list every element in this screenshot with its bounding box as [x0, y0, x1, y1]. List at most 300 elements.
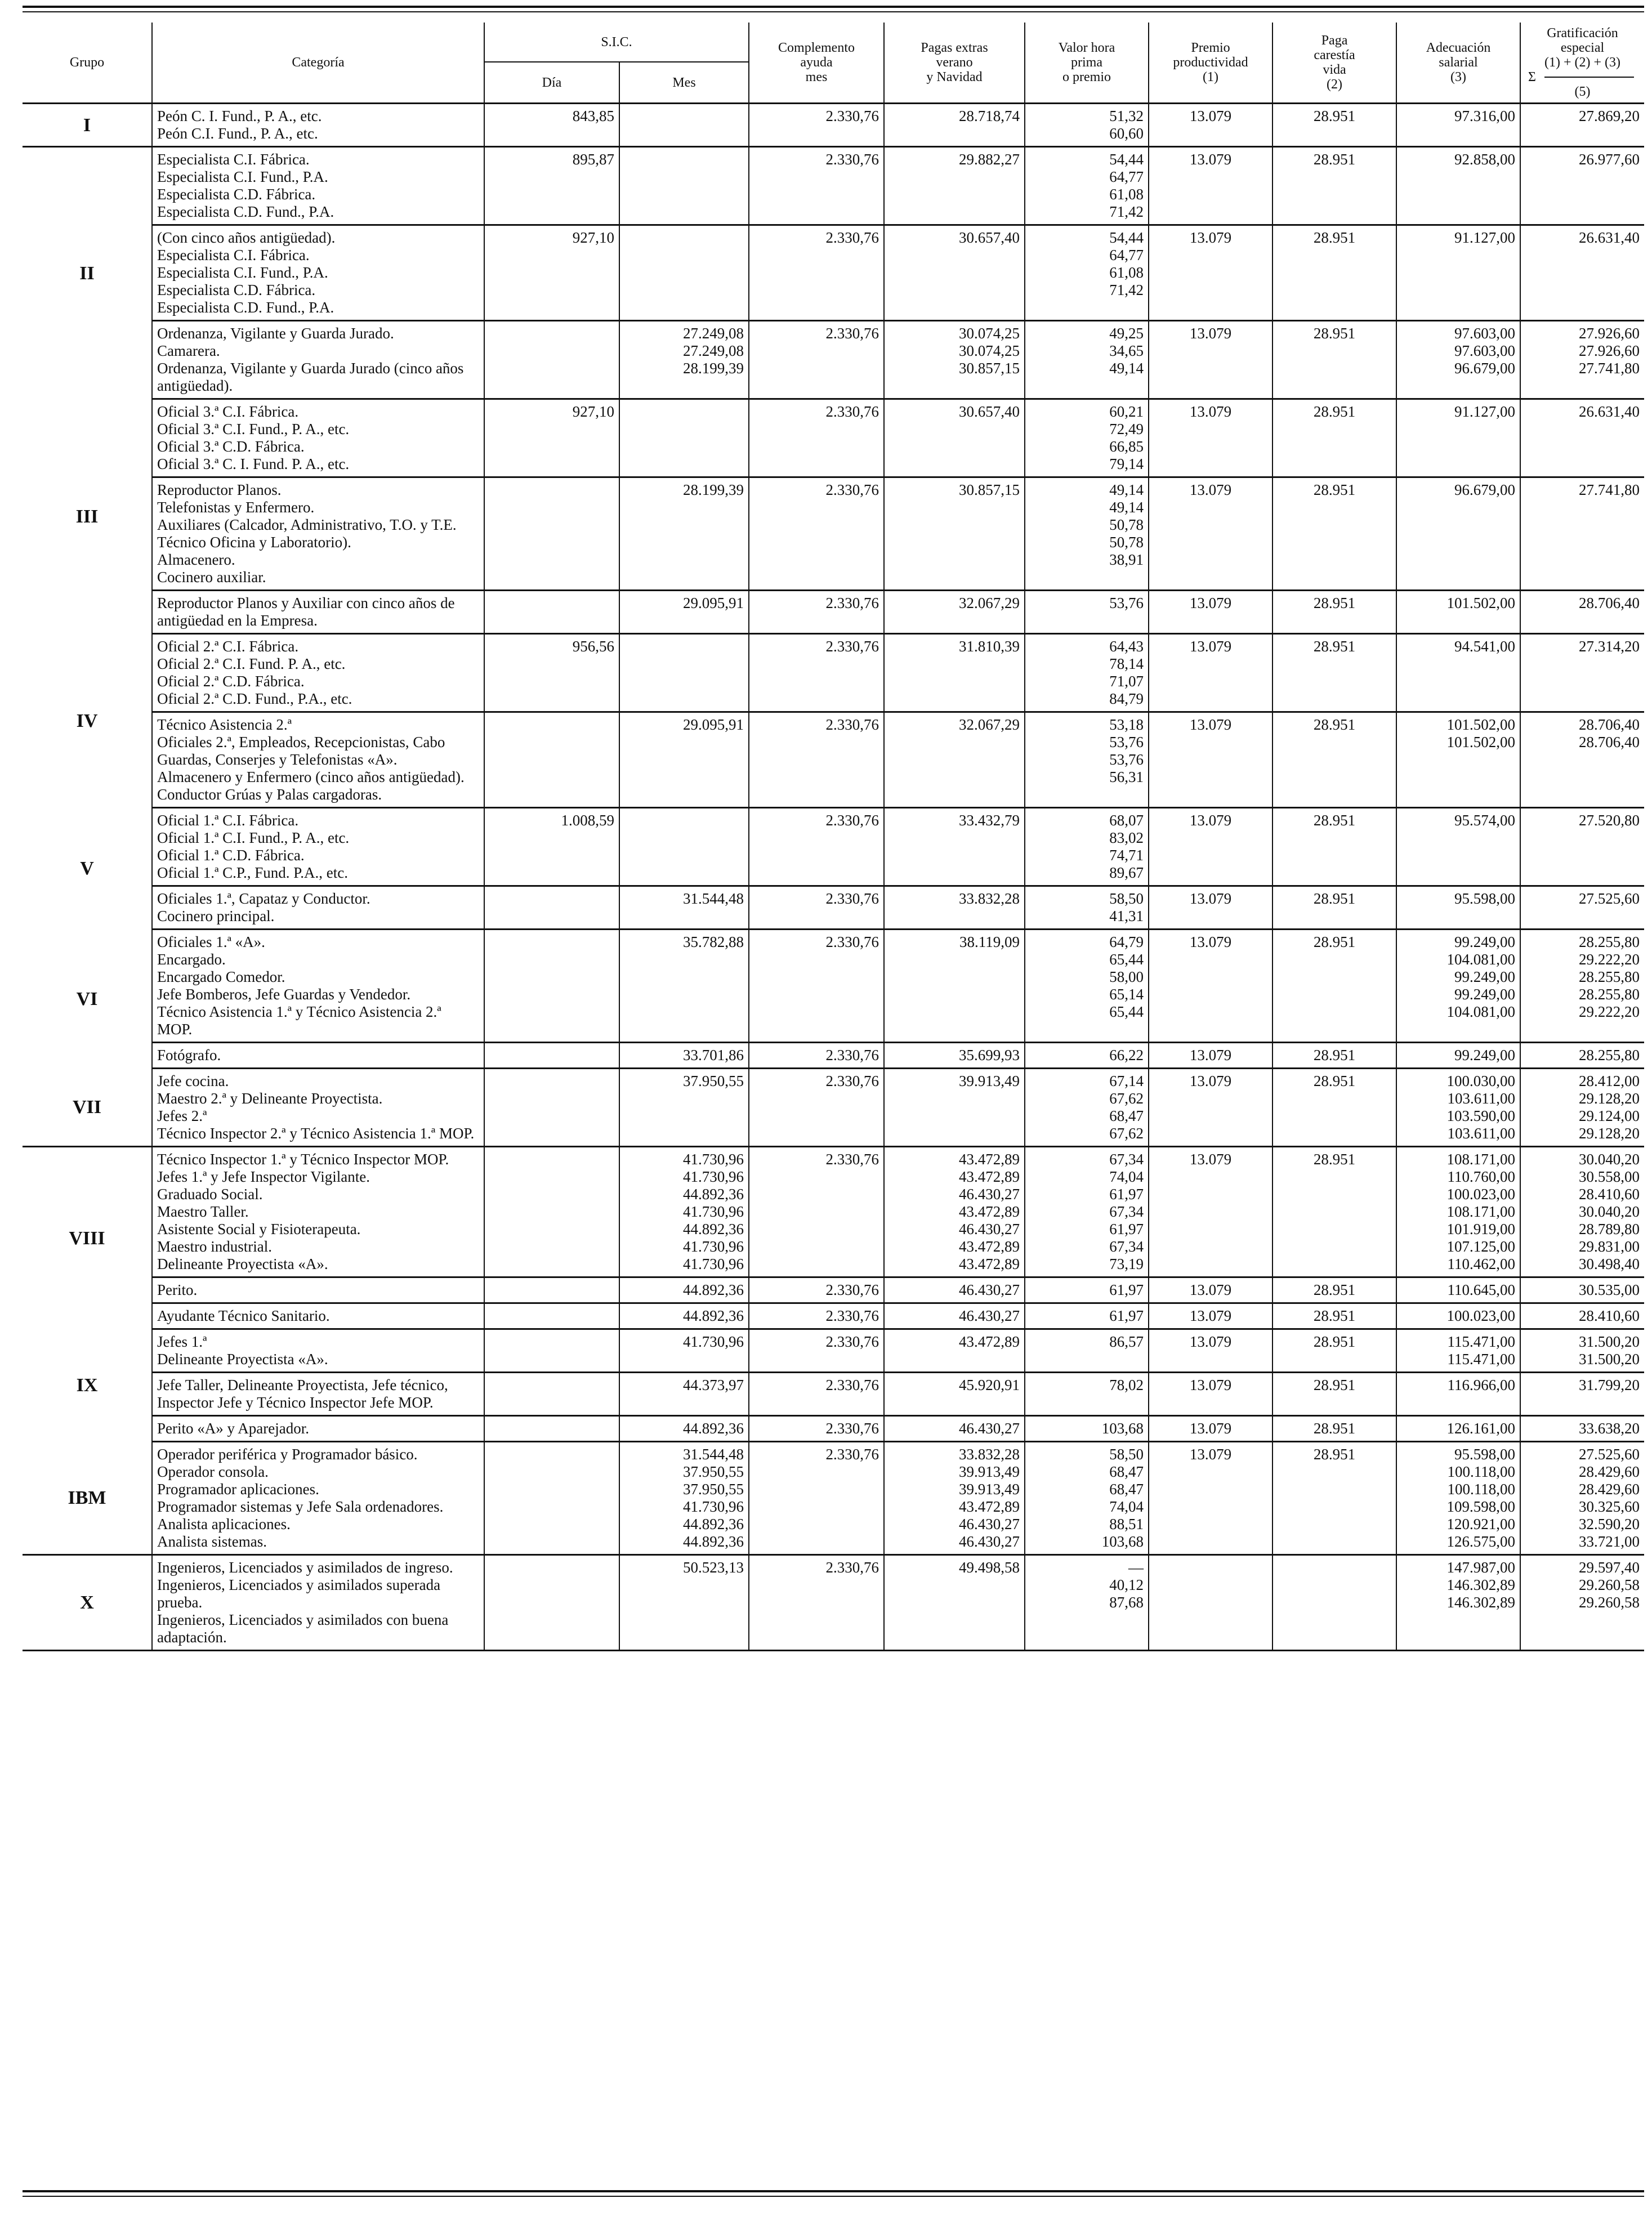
mes-line: 41.730,96 [683, 1333, 744, 1350]
header-categoria: Categoría [152, 23, 484, 104]
pagas-cell [884, 808, 1025, 886]
gratificacion-line: 33.721,00 [1579, 1533, 1640, 1550]
adecuacion-line: 97.603,00 [1454, 342, 1516, 359]
category-cell [152, 1555, 484, 1651]
category-line: Oficiales 2.ª, Empleados, Recepcionistas, Cabo Guardas, Conserjes y Telefonistas «A». [157, 734, 445, 768]
header-valor [1025, 23, 1149, 104]
mes-line: 35.782,88 [683, 933, 744, 950]
dia-cell: 895,87 [484, 147, 619, 225]
category-cell [152, 591, 484, 634]
table-row [23, 634, 1644, 712]
pagas-cell [884, 886, 1025, 930]
paga-cell: 28.951 [1273, 808, 1396, 886]
pagas-line: 43.472,89 [959, 1333, 1020, 1350]
complemento-cell: 2.330,76 [749, 1416, 884, 1442]
gratificacion-line: 29.128,20 [1579, 1125, 1640, 1142]
valor-line: 68,47 [1109, 1107, 1144, 1124]
dia-cell: 927,10 [484, 399, 619, 477]
category-cell [152, 1373, 484, 1416]
valor-cell [1025, 477, 1149, 591]
category-line: Ingenieros, Licenciados y asimilados de ingreso. [157, 1559, 453, 1576]
category-line: Reproductor Planos y Auxiliar con cinco años de antigüedad en la Empresa. [157, 595, 455, 629]
pagas-line: 43.472,89 [959, 1168, 1020, 1185]
table-row [23, 399, 1644, 477]
paga-cell: 28.951 [1273, 1277, 1396, 1303]
valor-cell [1025, 1043, 1149, 1069]
gratificacion-line: 27.525,60 [1579, 1446, 1640, 1463]
gratificacion-cell [1520, 1416, 1644, 1442]
valor-cell [1025, 1416, 1149, 1442]
adecuacion-line: 96.679,00 [1454, 360, 1516, 377]
adecuacion-line: 108.171,00 [1446, 1151, 1516, 1168]
gratificacion-line: 29.222,20 [1579, 1003, 1640, 1020]
category-line: Cocinero auxiliar. [157, 569, 266, 586]
valor-line: 49,25 [1109, 325, 1144, 342]
header-sic: S.I.C. [484, 23, 749, 62]
mes-cell [619, 104, 749, 147]
valor-line: 53,76 [1109, 734, 1144, 750]
category-line: Oficial 1.ª C.D. Fábrica. [157, 847, 305, 864]
adecuacion-cell [1396, 886, 1520, 930]
paga-cell: 28.951 [1273, 225, 1396, 321]
valor-line: 53,18 [1109, 716, 1144, 733]
header-dia: Día [484, 62, 619, 103]
valor-line: 73,19 [1109, 1256, 1144, 1272]
pagas-line: 46.430,27 [959, 1186, 1020, 1203]
mes-line: 28.199,39 [683, 360, 744, 377]
mes-line: 44.892,36 [683, 1533, 744, 1550]
category-line: Oficial 1.ª C.I. Fábrica. [157, 812, 299, 829]
pagas-cell [884, 1069, 1025, 1147]
adecuacion-cell [1396, 399, 1520, 477]
table-row [23, 321, 1644, 399]
paga-cell: 28.951 [1273, 1147, 1396, 1277]
adecuacion-line: 99.249,00 [1454, 1047, 1516, 1064]
mes-cell [619, 1147, 749, 1277]
adecuacion-line: 104.081,00 [1446, 951, 1516, 968]
mes-cell [619, 634, 749, 712]
valor-cell [1025, 399, 1149, 477]
adecuacion-line: 97.316,00 [1454, 108, 1516, 124]
adecuacion-line: 115.471,00 [1447, 1351, 1516, 1368]
premio-cell: 13.079 [1149, 591, 1273, 634]
adecuacion-line: 101.502,00 [1446, 595, 1516, 611]
valor-cell [1025, 321, 1149, 399]
header-line: Gratificación [1547, 26, 1618, 41]
valor-line: 87,68 [1109, 1594, 1144, 1611]
mes-line: 29.095,91 [683, 595, 744, 611]
adecuacion-cell [1396, 591, 1520, 634]
table-row [23, 1442, 1644, 1555]
adecuacion-line: 100.023,00 [1446, 1307, 1516, 1324]
pagas-line: 43.472,89 [959, 1238, 1020, 1255]
valor-cell [1025, 1303, 1149, 1329]
valor-line: 56,31 [1109, 769, 1144, 785]
table-row [23, 1277, 1644, 1303]
gratificacion-cell [1520, 1555, 1644, 1651]
category-cell [152, 1303, 484, 1329]
adecuacion-line: 91.127,00 [1454, 403, 1516, 420]
header-premio [1149, 23, 1273, 104]
mes-line: 44.373,97 [683, 1377, 744, 1393]
pagas-cell [884, 1303, 1025, 1329]
premio-cell: 13.079 [1149, 399, 1273, 477]
category-line: Jefe Bomberos, Jefe Guardas y Vendedor. [157, 986, 411, 1003]
mes-cell [619, 399, 749, 477]
adecuacion-line: 115.471,00 [1447, 1333, 1516, 1350]
premio-cell: 13.079 [1149, 1277, 1273, 1303]
gratificacion-line: 28.255,80 [1579, 933, 1640, 950]
gratificacion-cell [1520, 712, 1644, 808]
bottom-rule [23, 2190, 1644, 2192]
adecuacion-line: 146.302,89 [1446, 1594, 1516, 1611]
adecuacion-line: 95.598,00 [1454, 1446, 1516, 1463]
header-line: salarial [1439, 55, 1478, 70]
complemento-cell: 2.330,76 [749, 225, 884, 321]
header-line: verano [936, 55, 973, 70]
header-line: Adecuación [1426, 41, 1491, 55]
valor-line: 54,44 [1109, 229, 1144, 246]
valor-line: 61,97 [1109, 1307, 1144, 1324]
pagas-cell [884, 634, 1025, 712]
valor-line: 88,51 [1109, 1516, 1144, 1533]
adecuacion-line: 100.118,00 [1447, 1463, 1516, 1480]
category-line: Oficial 3.ª C.D. Fábrica. [157, 438, 305, 455]
adecuacion-line: 146.302,89 [1446, 1576, 1516, 1593]
paga-cell: 28.951 [1273, 1043, 1396, 1069]
complemento-cell: 2.330,76 [749, 930, 884, 1043]
adecuacion-line: 99.249,00 [1454, 986, 1516, 1003]
gratificacion-line: 30.040,20 [1579, 1151, 1640, 1168]
pagas-line: 46.430,27 [959, 1307, 1020, 1324]
gratificacion-line: 26.631,40 [1579, 229, 1640, 246]
category-line: Oficiales 1.ª, Capataz y Conductor. [157, 890, 370, 907]
valor-line: 65,44 [1109, 1003, 1144, 1020]
pagas-cell [884, 1442, 1025, 1555]
valor-line: 67,14 [1109, 1073, 1144, 1089]
category-line: Peón C.I. Fund., P. A., etc. [157, 125, 318, 142]
pagas-line: 30.657,40 [959, 403, 1020, 420]
mes-line: 44.892,36 [683, 1420, 744, 1437]
table-row [23, 1329, 1644, 1373]
valor-line: 64,77 [1109, 247, 1144, 263]
valor-line: 66,22 [1109, 1047, 1144, 1064]
pagas-cell [884, 1329, 1025, 1373]
table-row [23, 808, 1644, 886]
dia-cell [484, 591, 619, 634]
complemento-cell: 2.330,76 [749, 808, 884, 886]
category-line: Delineante Proyectista «A». [157, 1256, 328, 1272]
category-line: Ordenanza, Vigilante y Guarda Jurado. [157, 325, 394, 342]
group-label: II [79, 262, 95, 284]
pagas-cell [884, 1043, 1025, 1069]
gratificacion-line: 27.926,60 [1579, 325, 1640, 342]
header-gratif [1520, 23, 1644, 104]
adecuacion-line: 95.598,00 [1454, 890, 1516, 907]
adecuacion-line: 110.760,00 [1447, 1168, 1516, 1185]
gratificacion-cell [1520, 886, 1644, 930]
header-complemento [749, 23, 884, 104]
adecuacion-cell [1396, 477, 1520, 591]
pagas-cell [884, 1555, 1025, 1651]
pagas-line: 43.472,89 [959, 1203, 1020, 1220]
group-label: VIII [69, 1227, 105, 1249]
pagas-line: 45.920,91 [959, 1377, 1020, 1393]
category-line: Técnico Asistencia 2.ª [157, 716, 292, 733]
table-row [23, 1069, 1644, 1147]
premio-cell: 13.079 [1149, 321, 1273, 399]
mes-cell [619, 147, 749, 225]
category-line: Programador aplicaciones. [157, 1481, 319, 1498]
header-line: Valor hora [1058, 41, 1115, 55]
complemento-cell: 2.330,76 [749, 591, 884, 634]
valor-line: 38,91 [1109, 551, 1144, 568]
valor-line: 53,76 [1109, 751, 1144, 768]
category-line: Oficial 3.ª C.I. Fábrica. [157, 403, 299, 420]
paga-cell: 28.951 [1273, 886, 1396, 930]
dia-cell [484, 1277, 619, 1303]
premio-cell: 13.079 [1149, 225, 1273, 321]
adecuacion-line: 97.603,00 [1454, 325, 1516, 342]
group-label: IX [76, 1375, 98, 1396]
header-line: especial [1560, 41, 1605, 55]
mes-line: 27.249,08 [683, 325, 744, 342]
table-row [23, 1555, 1644, 1651]
valor-line: 51,32 [1109, 108, 1144, 124]
mes-cell [619, 591, 749, 634]
valor-line: 61,97 [1109, 1221, 1144, 1237]
category-line: Ingenieros, Licenciados y asimilados con buena adaptación. [157, 1611, 449, 1646]
valor-line: 49,14 [1109, 360, 1144, 377]
adecuacion-line: 108.171,00 [1446, 1203, 1516, 1220]
complemento-cell: 2.330,76 [749, 634, 884, 712]
adecuacion-line: 100.023,00 [1446, 1186, 1516, 1203]
dia-cell [484, 1043, 619, 1069]
category-cell [152, 886, 484, 930]
gratificacion-line: 30.325,60 [1579, 1498, 1640, 1515]
header-mes: Mes [619, 62, 749, 103]
table-row [23, 1416, 1644, 1442]
complemento-cell: 2.330,76 [749, 1329, 884, 1373]
header-row-1 [23, 23, 1644, 62]
pagas-line: 43.472,89 [959, 1256, 1020, 1272]
mes-line: 33.701,86 [683, 1047, 744, 1064]
gratificacion-line: 31.500,20 [1579, 1351, 1640, 1368]
adecuacion-line: 104.081,00 [1446, 1003, 1516, 1020]
paga-cell: 28.951 [1273, 1303, 1396, 1329]
complemento-cell: 2.330,76 [749, 1043, 884, 1069]
group-label: VII [23, 1069, 152, 1147]
paga-cell: 28.951 [1273, 930, 1396, 1043]
header-adecuacion [1396, 23, 1520, 104]
mes-line: 31.544,48 [683, 890, 744, 907]
category-line: Oficial 2.ª C.I. Fábrica. [157, 638, 299, 655]
category-line: Especialista C.I. Fund., P.A. [157, 264, 328, 281]
gratificacion-line: 27.314,20 [1579, 638, 1640, 655]
document-page [23, 6, 1644, 2201]
category-line: (Con cinco años antigüedad). [157, 229, 336, 246]
dia-cell [484, 886, 619, 930]
category-line: Técnico Inspector 2.ª y Técnico Asistencia 1.ª MOP. [157, 1125, 475, 1142]
adecuacion-cell [1396, 712, 1520, 808]
gratificacion-cell [1520, 634, 1644, 712]
category-line: Conductor Grúas y Palas cargadoras. [157, 786, 382, 803]
valor-line: 71,07 [1109, 673, 1144, 690]
category-cell [152, 399, 484, 477]
mes-line: 44.892,36 [683, 1516, 744, 1533]
gratificacion-line: 26.977,60 [1579, 151, 1640, 168]
mes-line: 37.950,55 [683, 1073, 744, 1089]
valor-line: 79,14 [1109, 455, 1144, 472]
valor-cell [1025, 225, 1149, 321]
valor-line: 64,77 [1109, 168, 1144, 185]
complemento-cell: 2.330,76 [749, 1147, 884, 1277]
gratificacion-line: 28.255,80 [1579, 986, 1640, 1003]
valor-line: 58,50 [1109, 890, 1144, 907]
gratificacion-line: 31.799,20 [1579, 1377, 1640, 1393]
gratificacion-line: 29.597,40 [1579, 1559, 1640, 1576]
pagas-line: 43.472,89 [959, 1151, 1020, 1168]
valor-line: 61,08 [1109, 264, 1144, 281]
gratificacion-line: 29.260,58 [1579, 1576, 1640, 1593]
pagas-cell [884, 591, 1025, 634]
adecuacion-cell [1396, 1043, 1520, 1069]
valor-line: 61,97 [1109, 1186, 1144, 1203]
category-cell [152, 712, 484, 808]
dia-cell [484, 1147, 619, 1277]
valor-line: 41,31 [1109, 908, 1144, 924]
category-line: Oficiales 1.ª «A». [157, 933, 265, 950]
category-line: Jefe cocina. [157, 1073, 229, 1089]
valor-line: 49,14 [1109, 481, 1144, 498]
adecuacion-line: 116.966,00 [1447, 1377, 1516, 1393]
valor-line: 65,44 [1109, 951, 1144, 968]
table-row [23, 477, 1644, 591]
category-cell [152, 1442, 484, 1555]
category-line: Ordenanza, Vigilante y Guarda Jurado (cinco años antigüedad). [157, 360, 464, 394]
category-line: Encargado Comedor. [157, 968, 285, 985]
gratificacion-cell [1520, 1147, 1644, 1277]
valor-line: 78,02 [1109, 1377, 1144, 1393]
paga-cell: 28.951 [1273, 1373, 1396, 1416]
valor-cell [1025, 1373, 1149, 1416]
category-line: Perito. [157, 1281, 198, 1298]
category-line: Delineante Proyectista «A». [157, 1351, 328, 1368]
pagas-line: 46.430,27 [959, 1281, 1020, 1298]
pagas-line: 35.699,93 [959, 1047, 1020, 1064]
gratificacion-cell [1520, 321, 1644, 399]
category-line: Oficial 2.ª C.I. Fund. P. A., etc. [157, 655, 346, 672]
pagas-cell [884, 1147, 1025, 1277]
gratificacion-line: 27.741,80 [1579, 481, 1640, 498]
paga-cell: 28.951 [1273, 1416, 1396, 1442]
adecuacion-cell [1396, 1277, 1520, 1303]
premio-cell: 13.079 [1149, 1329, 1273, 1373]
pagas-cell [884, 477, 1025, 591]
mes-line: 41.730,96 [683, 1168, 744, 1185]
group-label: X [23, 1555, 152, 1651]
adecuacion-cell [1396, 1329, 1520, 1373]
mes-line: 44.892,36 [683, 1186, 744, 1203]
header-line: Pagas extras [921, 41, 988, 55]
valor-cell [1025, 1442, 1149, 1555]
pagas-cell [884, 399, 1025, 477]
category-line: Oficial 1.ª C.P., Fund. P.A., etc. [157, 864, 348, 881]
adecuacion-cell [1396, 321, 1520, 399]
complemento-cell: 2.330,76 [749, 886, 884, 930]
pagas-cell [884, 1277, 1025, 1303]
dia-cell [484, 1069, 619, 1147]
dia-cell [484, 1442, 619, 1555]
pagas-cell [884, 1416, 1025, 1442]
table-row [23, 225, 1644, 321]
category-line: Almacenero. [157, 551, 235, 568]
table-row [23, 886, 1644, 930]
gratificacion-line: 28.412,00 [1579, 1073, 1640, 1089]
gratificacion-line: 28.789,80 [1579, 1221, 1640, 1237]
header-line: carestía [1314, 48, 1355, 62]
adecuacion-line: 101.919,00 [1446, 1221, 1516, 1237]
adecuacion-cell [1396, 634, 1520, 712]
category-line: Programador sistemas y Jefe Sala ordenadores. [157, 1498, 444, 1515]
gratificacion-line: 28.706,40 [1579, 734, 1640, 750]
premio-cell: 13.079 [1149, 712, 1273, 808]
gratificacion-line: 27.525,60 [1579, 890, 1640, 907]
header-line: vida [1323, 62, 1346, 77]
pagas-cell [884, 1373, 1025, 1416]
adecuacion-cell [1396, 1373, 1520, 1416]
category-line: Telefonistas y Enfermero. [157, 499, 315, 516]
category-line: Especialista C.D. Fund., P.A. [157, 203, 334, 220]
dia-cell [484, 1329, 619, 1373]
dia-cell [484, 1555, 619, 1651]
adecuacion-line: 120.921,00 [1446, 1516, 1516, 1533]
gratificacion-line: 27.741,80 [1579, 360, 1640, 377]
gratificacion-cell [1520, 1442, 1644, 1555]
gratificacion-line: 33.638,20 [1579, 1420, 1640, 1437]
pagas-line: 29.882,27 [959, 151, 1020, 168]
adecuacion-cell [1396, 147, 1520, 225]
adecuacion-line: 103.590,00 [1446, 1107, 1516, 1124]
mes-cell [619, 477, 749, 591]
premio-cell: 13.079 [1149, 147, 1273, 225]
gratificacion-line: 27.520,80 [1579, 812, 1640, 829]
group-label: VI [76, 988, 98, 1009]
premio-cell: 13.079 [1149, 808, 1273, 886]
header-line: Complemento [778, 41, 855, 55]
valor-cell [1025, 1555, 1149, 1651]
mes-cell [619, 1303, 749, 1329]
gratificacion-cell [1520, 808, 1644, 886]
valor-line: 84,79 [1109, 690, 1144, 707]
paga-cell: 28.951 [1273, 147, 1396, 225]
adecuacion-cell [1396, 808, 1520, 886]
header-paga [1273, 23, 1396, 104]
header-line: o premio [1062, 70, 1111, 84]
gratificacion-line: 28.255,80 [1579, 968, 1640, 985]
header-line: prima [1071, 55, 1102, 70]
valor-line: 64,79 [1109, 933, 1144, 950]
valor-line: 66,85 [1109, 438, 1144, 455]
header-line: (1) [1203, 70, 1218, 84]
gratificacion-line: 28.429,60 [1579, 1481, 1640, 1498]
mes-line: 37.950,55 [683, 1481, 744, 1498]
dia-cell [484, 1373, 619, 1416]
paga-cell: 28.951 [1273, 712, 1396, 808]
adecuacion-line: 110.462,00 [1447, 1256, 1516, 1272]
gratificacion-line: 28.706,40 [1579, 595, 1640, 611]
valor-cell [1025, 1277, 1149, 1303]
